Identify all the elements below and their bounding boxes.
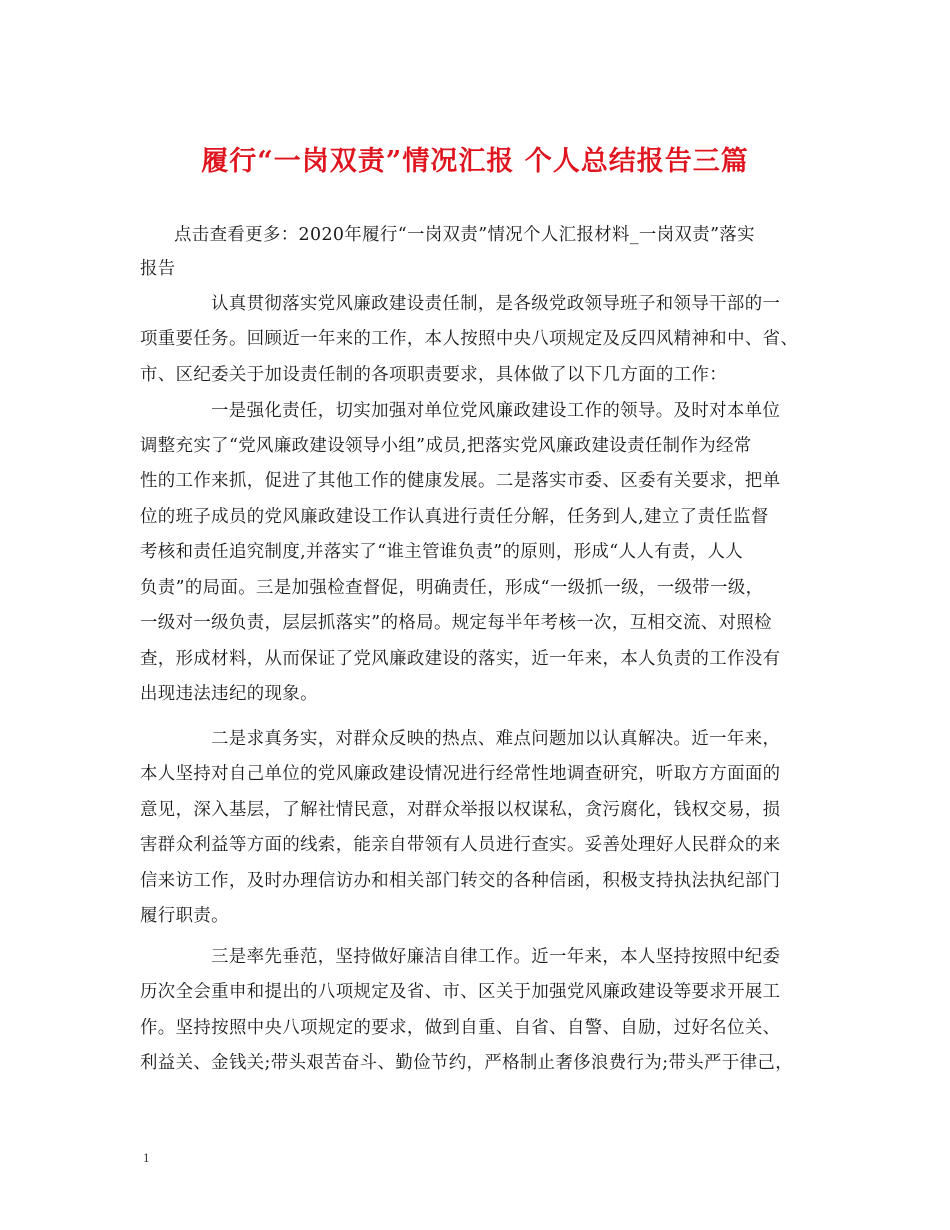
text-line: 认真贯彻落实党风廉政建设责任制，是各级党政领导班子和领导干部的一 bbox=[211, 294, 781, 314]
text-line: 二是求真务实，对群众反映的热点、难点问题加以认真解决。近一年来， bbox=[211, 729, 781, 749]
text-line: 作。坚持按照中央八项规定的要求，做到自重、自省、自警、自励，过好名位关、 bbox=[140, 1018, 781, 1038]
text-line: 信来访工作，及时办理信访办和相关部门转交的各种信函，积极支持执法执纪部门 bbox=[140, 871, 781, 891]
text-line: 点击查看更多：2020年履行“一岗双责”情况个人汇报材料_一岗双责”落实 bbox=[174, 225, 755, 245]
text-line: 位的班子成员的党风廉政建设工作认真进行责任分解，任务到人,建立了责任监督 bbox=[140, 507, 769, 527]
text-line: 一是强化责任，切实加强对单位党风廉政建设工作的领导。及时对本单位 bbox=[211, 401, 781, 421]
page-number: 1 bbox=[143, 1150, 150, 1165]
text-line: 负责”的局面。三是加强检查督促，明确责任，形成“一级抓一级，一级带一级， bbox=[140, 578, 764, 598]
text-line: 一级对一级负责，层层抓落实”的格局。规定每半年考核一次，互相交流、对照检 bbox=[140, 613, 772, 633]
document-title: 履行“一岗双责”情况汇报 个人总结报告三篇 bbox=[201, 146, 749, 177]
text-line: 性的工作来抓，促进了其他工作的健康发展。二是落实市委、区委有关要求，把单 bbox=[140, 471, 781, 491]
text-line: 害群众利益等方面的线索，能亲自带领有人员进行查实。妥善处理好人民群众的来 bbox=[140, 835, 781, 855]
text-line: 项重要任务。回顾近一年来的工作，本人按照中央八项规定及反四风精神和中、省、 bbox=[140, 329, 799, 349]
text-line: 历次全会重申和提出的八项规定及省、市、区关于加强党风廉政建设等要求开展工 bbox=[140, 982, 781, 1002]
text-line: 报告 bbox=[140, 259, 176, 279]
text-line: 本人坚持对自己单位的党风廉政建设情况进行经常性地调查研究，听取方方面面的 bbox=[140, 764, 781, 784]
text-line: 意见，深入基层，了解社情民意，对群众举报以权谋私，贪污腐化，钱权交易，损 bbox=[140, 800, 781, 820]
text-line: 市、区纪委关于加设责任制的各项职责要求，具体做了以下几方面的工作： bbox=[140, 365, 728, 385]
text-line: 调整充实了“党风廉政建设领导小组”成员,把落实党风廉政建设责任制作为经常 bbox=[140, 436, 752, 456]
text-line: 履行职责。 bbox=[140, 906, 229, 926]
text-line: 利益关、金钱关;带头艰苦奋斗、勤俭节约，严格制止奢侈浪费行为;带头严于律己， bbox=[140, 1053, 793, 1073]
text-line: 三是率先垂范，坚持做好廉洁自律工作。近一年来，本人坚持按照中纪委 bbox=[211, 947, 781, 967]
text-line: 出现违法违纪的现象。 bbox=[140, 684, 318, 704]
text-line: 考核和责任追究制度,并落实了“谁主管谁负责”的原则，形成“人人有责，人人 bbox=[140, 542, 744, 562]
text-line: 查，形成材料，从而保证了党风廉政建设的落实，近一年来，本人负责的工作没有 bbox=[140, 649, 781, 669]
